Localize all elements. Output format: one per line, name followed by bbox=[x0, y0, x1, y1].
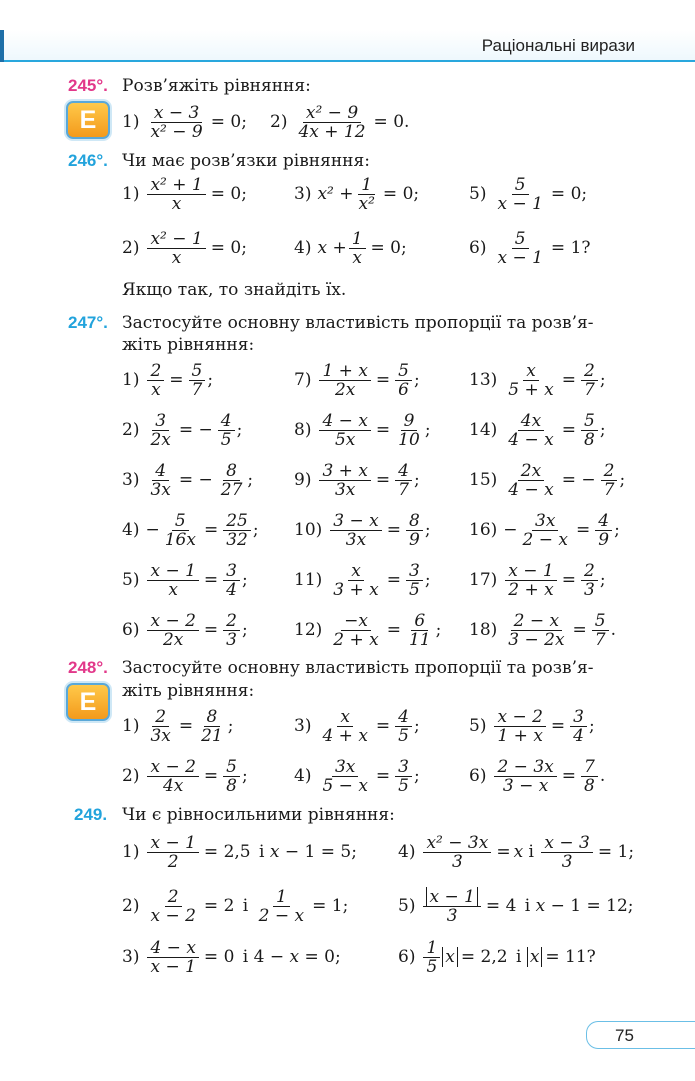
problem-247-row-3: 3) $\frac{4}{3x}$ = − $\frac{8}{27}$ ; 9) $\frac{3 + x}{3x}$ = $\frac{4}{7}$ ; 15) $\frac{2x}{4 - x}$ = − $\frac{2}{7}$ ; bbox=[122, 460, 626, 500]
problem-245-text: Розв’яжіть рівняння: bbox=[122, 76, 311, 96]
problem-246-row-1: 1) $\frac{\text{x² + 1}}{x}$ = 0; 3) x² + $\frac{1}{\text{x²}}$ = 0; 5) $\frac{5}{x - 1}$ = 0; bbox=[122, 174, 588, 214]
problem-248-line-1: Застосуйте основну властивість пропорції та розв’я- bbox=[122, 658, 594, 678]
problem-number-245: 245°. bbox=[68, 76, 108, 95]
problem-247-row-2: 2) $\frac{3}{2x}$ = − $\frac{4}{5}$ ; 8) $\frac{4 - x}{5x}$ = $\frac{9}{10}$ ; 14) $\frac{4x}{4 - x}$ = $\frac{5}{8}$ ; bbox=[122, 410, 606, 450]
problem-246-after: Якщо так, то знайдіть їх. bbox=[122, 280, 347, 300]
problem-247-row-4: 4) − $\frac{5}{16x}$ = $\frac{25}{32}$ ; 10) $\frac{3 - x}{3x}$ = $\frac{8}{9}$ ; 16) − $\frac{3x}{2 - x}$ = $\frac{4}{9}$ ; bbox=[122, 510, 620, 550]
problem-number-247: 247°. bbox=[68, 313, 108, 332]
problem-247-row-5: 5) $\frac{x - 1}{x}$ = $\frac{3}{4}$ ; 11) $\frac{x}{3 + x}$ = $\frac{3}{5}$ ; 17) $\frac{x - 1}{2 + x}$ = $\frac{2}{3}$ ; bbox=[122, 560, 606, 600]
page-header-title: Раціональні вирази bbox=[481, 36, 635, 55]
problem-249-text: Чи є рівносильними рівняння: bbox=[122, 805, 395, 825]
e-badge-icon: E bbox=[66, 683, 110, 721]
page-number-tab bbox=[586, 1021, 695, 1049]
page-number: 75 bbox=[615, 1026, 634, 1045]
e-badge-icon: E bbox=[66, 101, 110, 139]
problem-245-row: 1) $\frac{x - 3}{\text{x² − 9}}$ = 0; 2) $\frac{\text{x² − 9}}{4x + 12}$ = 0. bbox=[122, 102, 410, 142]
problem-246-row-2: 2) $\frac{\text{x² − 1}}{x}$ = 0; 4) x + $\frac{1}{x}$ = 0; 6) $\frac{5}{x - 1}$ = 1? bbox=[122, 228, 591, 268]
problem-247-line-1: Застосуйте основну властивість пропорції та розв’я- bbox=[122, 313, 594, 333]
problem-247-row-6: 6) $\frac{x - 2}{2x}$ = $\frac{2}{3}$ ; 12) $\frac{-x}{2 + x}$ = $\frac{6}{11}$ ; 18) $\frac{2 - x}{3 - 2x}$ = $\frac{5}{7}$ . bbox=[122, 610, 617, 650]
page-header bbox=[0, 30, 695, 62]
problem-number-246: 246°. bbox=[68, 151, 108, 170]
problem-248-row-1: 1) $\frac{2}{3x}$ = $\frac{8}{21}$ ; 3) $\frac{x}{4 + x}$ = $\frac{4}{5}$ ; 5) $\frac{x - 2}{1 + x}$ = $\frac{3}{4}$ ; bbox=[122, 706, 595, 746]
problem-number-249: 249. bbox=[74, 805, 108, 824]
problem-249-row-3: 3) $\frac{4 - x}{x - 1}$ = 0 і 4 − x = 0; 6) $\frac{1}{5}$ x = 2,2 і x = 11? bbox=[122, 937, 596, 977]
problem-number-248: 248°. bbox=[68, 658, 108, 677]
problem-247-line-2: жіть рівняння: bbox=[122, 335, 255, 355]
header-accent-bar bbox=[0, 30, 4, 62]
problem-249-row-2: 2) $\frac{2}{x - 2}$ = 2 і $\frac{1}{2 - x}$ = 1; 5) $\frac{x - 1}{3}$ = 4 і x − 1 = 12; bbox=[122, 886, 634, 926]
problem-249-row-1: 1) $\frac{x - 1}{2}$ = 2,5 і x − 1 = 5; 4) $\frac{\text{x² − 3x}}{3}$ = x і $\frac{x - 3}{3}$ = 1; bbox=[122, 832, 635, 872]
problem-248-line-2: жіть рівняння: bbox=[122, 681, 255, 701]
problem-246-text: Чи має розв’язки рівняння: bbox=[122, 151, 370, 171]
problem-247-row-1: 1) $\frac{2}{x}$ = $\frac{5}{7}$ ; 7) $\frac{1 + x}{2x}$ = $\frac{5}{6}$ ; 13) $\frac{x}{5 + x}$ = $\frac{2}{7}$ ; bbox=[122, 360, 606, 400]
problem-248-row-2: 2) $\frac{x - 2}{4x}$ = $\frac{5}{8}$ ; 4) $\frac{3x}{5 - x}$ = $\frac{3}{5}$ ; 6) $\frac{2 - 3x}{3 - x}$ = $\frac{7}{8}$ . bbox=[122, 756, 606, 796]
